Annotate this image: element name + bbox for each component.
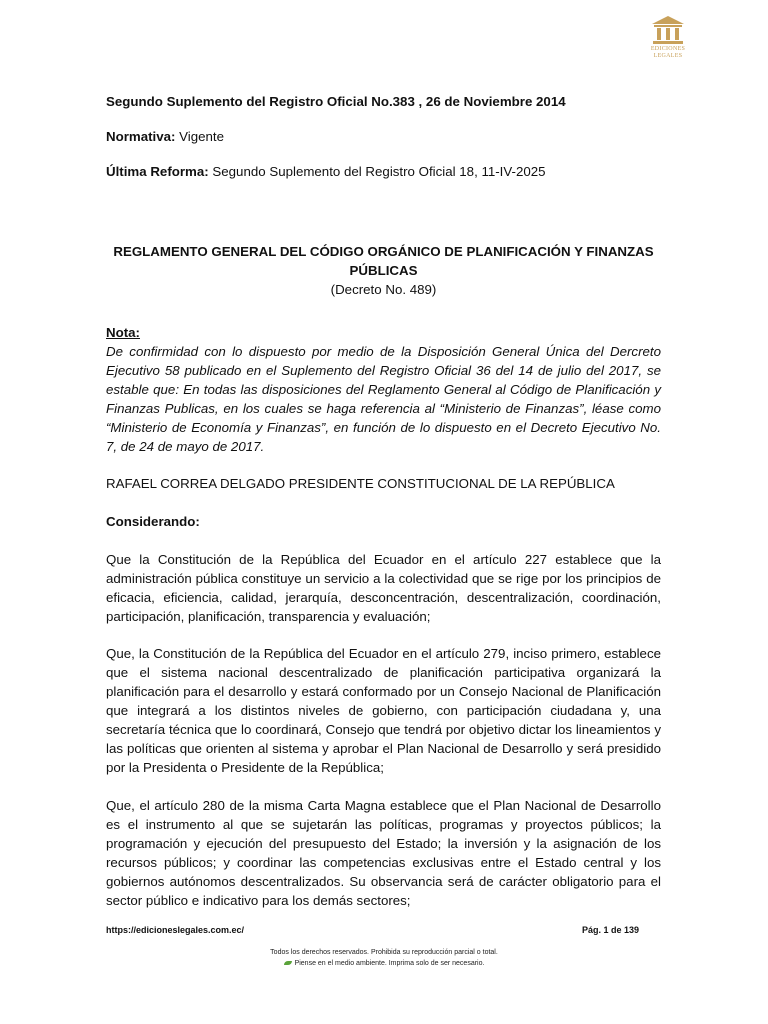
- rights-text: Todos los derechos reservados. Prohibida su reproducción parcial o total.: [270, 949, 498, 956]
- normativa-value: Vigente: [175, 129, 225, 144]
- note-text: De confirmidad con lo dispuesto por medio de la Disposición General Única del Dercreto Ejecutivo 58 publicado en el Suplemento del Registro Oficial 36 del 14 de julio del 2017, se estable que: En todas las disposiciones del Reglamento General al Código de Planificación y Finanzas Publicas, en los cuales se haga referencia al “Ministerio de Finanzas”, léase como “Ministerio de Economía y Finanzas”, en función de lo dispuesto en el Decreto Ejecutivo No. 7, de 24 de mayo de 2017.: [106, 344, 661, 454]
- paragraph-1: Que la Constitución de la República del Ecuador en el artículo 227 establece que la administración pública constituye un servicio a la colectividad que se rige por los principios de eficacia, eficiencia, calidad, jerarquía, desconcentración, descentralización, coordinación, participación, planificación, transparencia y evaluación;: [106, 552, 661, 624]
- ediciones-legales-logo: [641, 14, 695, 70]
- footer-rights: [0, 947, 768, 969]
- paragraph-2: Que, la Constitución de la República del Ecuador en el artículo 279, inciso primero, establece que el sistema nacional descentralizado de planificación participativa organizará la planificación para el desarrollo y estará conformado por un Consejo Nacional de Planificación que integrará a los distintos niveles de gobierno, con participación ciudadana y, una secretaría técnica que lo coordinará, Consejo que tendrá por objetivo dictar los lineamientos y las políticas que orienten al sistema y aprobar el Plan Nacional de Desarrollo y será presidido por la Presidenta o Presidente de la República;: [106, 646, 661, 775]
- ultima-reforma-line: [106, 162, 546, 181]
- footer-url-link[interactable]: https://edicioneslegales.com.ec/: [106, 925, 245, 935]
- title-line-2: PÚBLICAS: [349, 263, 418, 278]
- document-title: [106, 242, 661, 299]
- note-label: Nota:: [106, 325, 140, 340]
- decree-number: (Decreto No. 489): [330, 282, 437, 297]
- registro-oficial-line: Segundo Suplemento del Registro Oficial No.383 , 26 de Noviembre 2014: [106, 94, 566, 109]
- considering-heading: Considerando:: [106, 514, 200, 529]
- footer-page-number: Pág. 1 de 139: [582, 925, 640, 935]
- logo-text-1: EDICIONES: [650, 46, 686, 52]
- reforma-value: Segundo Suplemento del Registro Oficial 18, 11-IV-2025: [208, 164, 546, 179]
- leaf-icon: [284, 961, 292, 965]
- president-heading: RAFAEL CORREA DELGADO PRESIDENTE CONSTITUCIONAL DE LA REPÚBLICA: [106, 476, 615, 491]
- paragraph-3: Que, el artículo 280 de la misma Carta Magna establece que el Plan Nacional de Desarrollo es el instrumento al que se sujetarán las políticas, programas y proyectos públicos; la programación y ejecución del presupuesto del Estado; la inversión y la asignación de los recursos públicos; y coordinar las competencias exclusivas entre el Estado central y los gobiernos autónomos descentralizados. Su observancia será de carácter obligatorio para el sector público e indicativo para los demás sectores;: [106, 798, 661, 908]
- normativa-line: [106, 127, 224, 146]
- reforma-label: Última Reforma:: [106, 164, 209, 179]
- logo-text-2: LEGALES: [653, 53, 683, 59]
- normativa-label: Normativa:: [106, 129, 176, 144]
- columns-temple-icon: [650, 14, 686, 46]
- environment-note: Piense en el medio ambiente. Imprima solo de ser necesario.: [0, 958, 768, 969]
- title-line-1: REGLAMENTO GENERAL DEL CÓDIGO ORGÁNICO DE PLANIFICACIÓN Y FINANZAS: [113, 244, 654, 259]
